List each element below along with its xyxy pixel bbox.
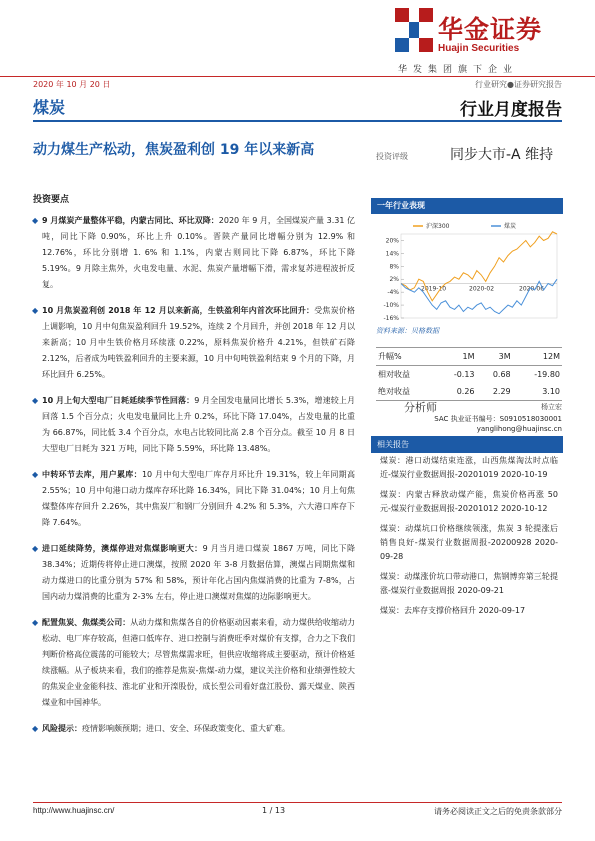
footer-url[interactable]: http://www.huajinsc.cn/ bbox=[33, 806, 115, 815]
table-cell: 0.68 bbox=[492, 370, 511, 379]
points-list bbox=[33, 213, 355, 747]
perf-section bbox=[371, 198, 563, 214]
related-report-link[interactable]: 煤炭：内蒙古释放动煤产能，焦炭价格再涨 50 元-煤炭行业数据周报-20201012 2020-10-12 bbox=[380, 490, 558, 513]
headline: 动力煤生产松动，焦炭盈利创 19 年以来新高 bbox=[33, 142, 315, 158]
diamond-bullet-icon: ◆ bbox=[32, 618, 39, 627]
table-cell: 3.10 bbox=[513, 383, 562, 401]
table-header: 12M bbox=[513, 348, 562, 366]
logo-mark-icon bbox=[395, 8, 433, 52]
performance-chart bbox=[371, 216, 563, 322]
table-cell: -19.80 bbox=[534, 370, 560, 379]
point-item: ◆ 9 月煤炭产量整体平稳，内蒙古同比、环比双降：2020 年 9 月，全国煤炭产量 3.31 亿吨，同比下降 0.90%，环比上升 0.10%。晋陕产量同比增幅分别为 12.9% 和 12.76%，环比分别增 1. 6% 和 1.1%，内蒙古则同比下降 6.87%，环比下降 5.19%。9 月除主焦外，火电发电量、水泥、焦炭产量增幅下滑，需求复苏进程波折反复。 bbox=[33, 213, 355, 293]
table-row bbox=[376, 383, 562, 401]
y-tick-label: 14% bbox=[385, 250, 399, 258]
point-item: ◆ 10 月焦炭盈利创 2018 年 12 月以来新高，生铁盈利年内首次环比回升：受焦炭价格上调影响，10 月中旬焦炭盈利回升 19.52%，连续 2 个月回升，并创 2018 年 12 月以来新高；10 月中生铁价格月环续涨 0.22%，原料焦炭价格升 4.21%，但铁矿石降 2.12%，后者成为吨铁盈利回升的主要来源，10 月中旬吨铁盈利结束 9 个月的下降，月环比回升 6.25%。 bbox=[33, 303, 355, 383]
legend-label: 沪深300 bbox=[426, 223, 450, 230]
y-tick-label: 20% bbox=[385, 237, 399, 245]
logo-text-en: Huajin Securities bbox=[438, 43, 520, 54]
perf-title: 一年行业表现 bbox=[371, 198, 563, 214]
table-header: 1M bbox=[436, 348, 477, 366]
point-item: ◆ 风险提示：疫情影响颇预期；进口、安全、环保政策变化、重大矿难。 bbox=[33, 721, 355, 737]
x-tick-label: 2020-02 bbox=[469, 285, 495, 293]
footer-note: 请务必阅读正文之后的免责条款部分 bbox=[434, 807, 562, 816]
header-divider bbox=[0, 76, 595, 77]
y-tick-label: 2% bbox=[389, 276, 399, 284]
title-divider bbox=[33, 120, 562, 122]
x-tick-label: 2020-06 bbox=[519, 285, 545, 293]
footer-divider bbox=[33, 802, 562, 803]
table-cell: 2.29 bbox=[477, 383, 513, 401]
analyst-cert: SAC 执业证书编号：S0910518030001 bbox=[434, 415, 562, 423]
x-tick-label: 2019-10 bbox=[421, 285, 447, 293]
performance-table bbox=[376, 347, 562, 401]
table-cell: 0.26 bbox=[436, 383, 477, 401]
legend-label: 煤炭 bbox=[504, 223, 517, 230]
chart-source: 资料来源：贝格数据 bbox=[376, 327, 439, 335]
rating-value: 同步大市-A 维持 bbox=[450, 147, 554, 163]
related-report-link[interactable]: 煤炭：动煤坑口价格继续领涨，焦炭 3 轮提涨后销售良好-煤炭行业数据周报-20200928 2020-09-28 bbox=[380, 524, 558, 561]
table-cell: -0.13 bbox=[453, 370, 475, 379]
page-number: 1 / 13 bbox=[262, 806, 286, 815]
diamond-bullet-icon: ◆ bbox=[32, 306, 39, 315]
related-report-link[interactable]: 煤炭：动煤涨价坑口带动港口，焦钢博弈第三轮提涨-煤炭行业数据周报 2020-09-21 bbox=[380, 572, 558, 595]
point-item: ◆ 中转环节去库，用户累库：10 月中旬大型电厂库存月环比升 19.31%，较上年同期高 2.55%；10 月中旬港口动力煤库存环比降 16.34%，同比下降 31.04%；10 月上旬焦煤整体库存回升 2.26%，其中焦炭厂和钢厂分别回升 4.2% 和 5.3%，六大港口库存下降 7.64%。 bbox=[33, 467, 355, 531]
analyst-name: 杨立宏 bbox=[541, 403, 562, 411]
diamond-bullet-icon: ◆ bbox=[32, 216, 39, 225]
related-reports bbox=[380, 454, 558, 624]
point-item: ◆ 进口延续降势，澳煤停进对焦煤影响更大：9 月当月进口煤炭 1867 万吨，同比下降 38.34%；近期传将停止进口澳煤，按照 2020 年 3-8 月数据估算，澳煤占同期焦煤和动力煤进口的比重分别为 57% 和 58%，预计年化占国内焦煤消费的比重为 7-8%，占国内动力煤消费的比重为 2-3% 左右，停止进口澳煤对焦煤的边际影响更大。 bbox=[33, 541, 355, 605]
y-tick-label: 8% bbox=[389, 263, 399, 271]
diamond-bullet-icon: ◆ bbox=[32, 470, 39, 479]
table-header: 升幅% bbox=[376, 348, 436, 366]
logo-text-cn: 华金证券 bbox=[438, 15, 543, 44]
report-type: 行业月度报告 bbox=[460, 100, 562, 120]
analyst-email[interactable]: yanglihong@huajinsc.cn bbox=[476, 425, 562, 433]
sector-title: 煤炭 bbox=[33, 98, 66, 117]
table-header-row bbox=[376, 348, 562, 366]
report-date: 2020 年 10 月 20 日 bbox=[33, 80, 111, 89]
related-title: 相关报告 bbox=[371, 436, 563, 453]
related-report-link[interactable]: 煤炭：港口动煤结束连涨，山西焦煤淘汰时点临近-煤炭行业数据周报-20201019 2020-10-19 bbox=[380, 456, 558, 479]
y-tick-label: -16% bbox=[383, 315, 399, 322]
chart-frame bbox=[401, 234, 557, 318]
tagline: 华发集团旗下企业 bbox=[398, 65, 519, 75]
diamond-bullet-icon: ◆ bbox=[32, 724, 39, 733]
row-label: 相对收益 bbox=[378, 370, 410, 379]
row-label: 绝对收益 bbox=[376, 383, 436, 401]
related-report-link[interactable]: 煤炭：去库存支撑价格回升 2020-09-17 bbox=[380, 606, 526, 615]
table-row bbox=[376, 366, 562, 384]
diamond-bullet-icon: ◆ bbox=[32, 396, 39, 405]
y-tick-label: -4% bbox=[387, 289, 399, 297]
diamond-bullet-icon: ◆ bbox=[32, 544, 39, 553]
analyst-title: 分析师 bbox=[404, 401, 437, 414]
table-header: 3M bbox=[477, 348, 513, 366]
point-item: ◆ 10 月上旬大型电厂日耗延续季节性回落：9 月全国发电量同比增长 5.3%，增速较上月回落 1.5 个百分点；火电发电量同比上升 0.2%，环比下降 17.04%，占发电量的比重为 66.87%，同比低 3.4 个百分点，水电占比较同比高 2.8 个百分点。截至 10 月 8 日大型电厂日耗为 321 万吨，同比下降 5.59%，环比降 13.48%。 bbox=[33, 393, 355, 457]
report-tag: 行业研究●证券研究报告 bbox=[475, 80, 562, 89]
y-tick-label: -10% bbox=[383, 302, 399, 310]
point-item: ◆ 配置焦炭、焦煤类公司：从动力煤和焦煤各自的价格驱动因素来看，动力煤供给收缩动力松动、电厂库存较高，但港口低库存、进口控制与消费旺季对煤价有支撑，合力之下我们判断价格高位震荡的可能较大；尽管焦煤需求旺，但供应收缩将成主要驱动，预计价格延续涨幅。从子板块来看，我们的推荐是焦炭-焦煤-动力煤，建议关注价格和业绩弹性较大的焦炭企业金能科技、淮北矿业和开滦股份，成长型公司看好盘江股份、露天煤业、陕西煤业和中国神华。 bbox=[33, 615, 355, 711]
points-title: 投资要点 bbox=[33, 195, 70, 205]
rating-label: 投资评级 bbox=[376, 152, 408, 161]
